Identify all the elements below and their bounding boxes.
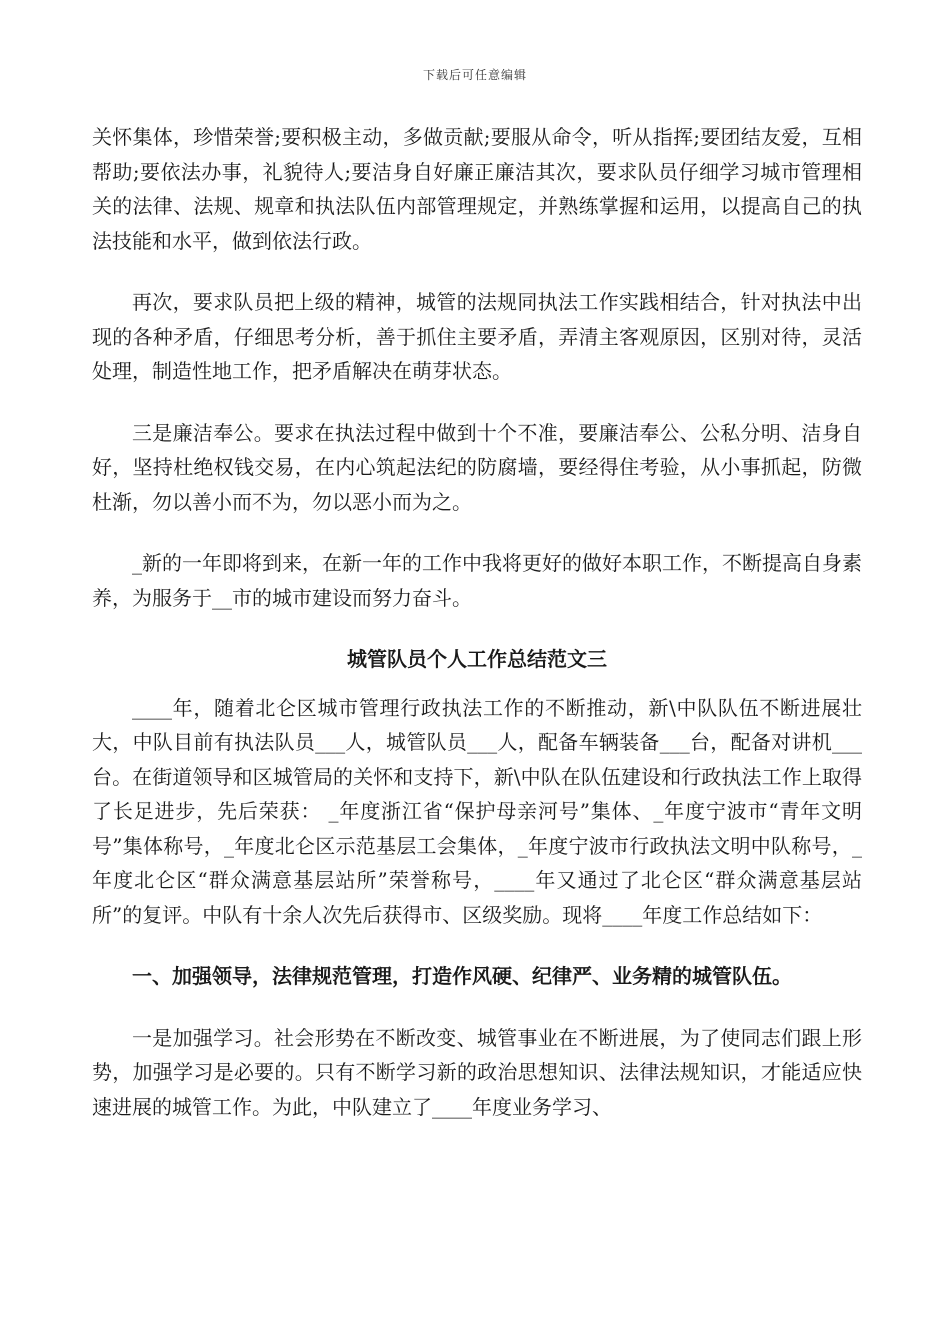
page-header-note: 下载后可任意编辑 (422, 68, 527, 82)
paragraph-2: 再次，要求队员把上级的精神，城管的法规同执法工作实践相结合，针对执法中出现的各种矛盾，仔细思考分析，善于抓住主要矛盾，弄清主客观原因，区别对待，灵活处理，制造性地工作，把矛盾解决在萌芽状态。 (92, 290, 862, 383)
paragraph-gap (92, 994, 862, 1021)
paragraph-gap (92, 615, 862, 642)
paragraph-4: _新的一年即将到来，在新一年的工作中我将更好的做好本职工作，不断提高自身素养，为服务于__市的城市建设而努力奋斗。 (92, 551, 862, 610)
paragraph-gap (92, 932, 862, 959)
paragraph-gap (92, 677, 862, 691)
paragraph-gap (92, 389, 862, 416)
paragraph-gap (92, 258, 862, 285)
paragraph-5: ____年，随着北仑区城市管理行政执法工作的不断推动，新\中队队伍不断进展壮大，中队目前有执法队员___人，城管队员___人，配备车辆装备___台，配备对讲机___台。在街道领导和区城管局的关怀和支持下，新\中队在队伍建设和行政执法工作上取得了长足进步，先后荣获： _年度浙江省“保护母亲河号”集体、_年度宁波市“青年文明号”集体称号，_年度北仑区示范基层工会集体，_年度宁波市行政执法文明中队称号，_年度北仑区“群众满意基层站所”荣誉称号，____年又通过了北仑区“群众满意基层站所”的复评。中队有十余人次先后获得市、区级奖励。现将____年度工作总结如下： (92, 695, 862, 927)
paragraph-3: 三是廉洁奉公。要求在执法过程中做到十个不准，要廉洁奉公、公私分明、洁身自好，坚持杜绝权钱交易，在内心筑起法纪的防腐墙，要经得住考验，从小事抓起，防微杜渐，勿以善小而不为，勿以恶小而为之。 (92, 420, 862, 514)
subheading-1: 一、加强领导，法律规范管理，打造作风硬、纪律严、业务精的城管队伍。 (132, 964, 792, 988)
paragraph-6: 一是加强学习。社会形势在不断改变、城管事业在不断进展，为了使同志们跟上形势，加强学习是必要的。只有不断学习新的政治思想知识、法律法规知识，才能适应快速进展的城管工作。为此，中队建立了____年度业务学习、 (92, 1025, 862, 1119)
paragraph-gap (92, 519, 862, 546)
document-body (92, 120, 862, 1124)
section-title: 城管队员个人工作总结范文三 (347, 647, 607, 671)
paragraph-1: 关怀集体，珍惜荣誉;要积极主动，多做贡献;要服从命令，听从指挥;要团结友爱，互相帮助;要依法办事，礼貌待人;要洁身自好廉正廉洁其次，要求队员仔细学习城市管理相关的法律、法规、规章和执法队伍内部管理规定，并熟练掌握和运用，以提高自己的执法技能和水平，做到依法行政。 (92, 125, 862, 253)
